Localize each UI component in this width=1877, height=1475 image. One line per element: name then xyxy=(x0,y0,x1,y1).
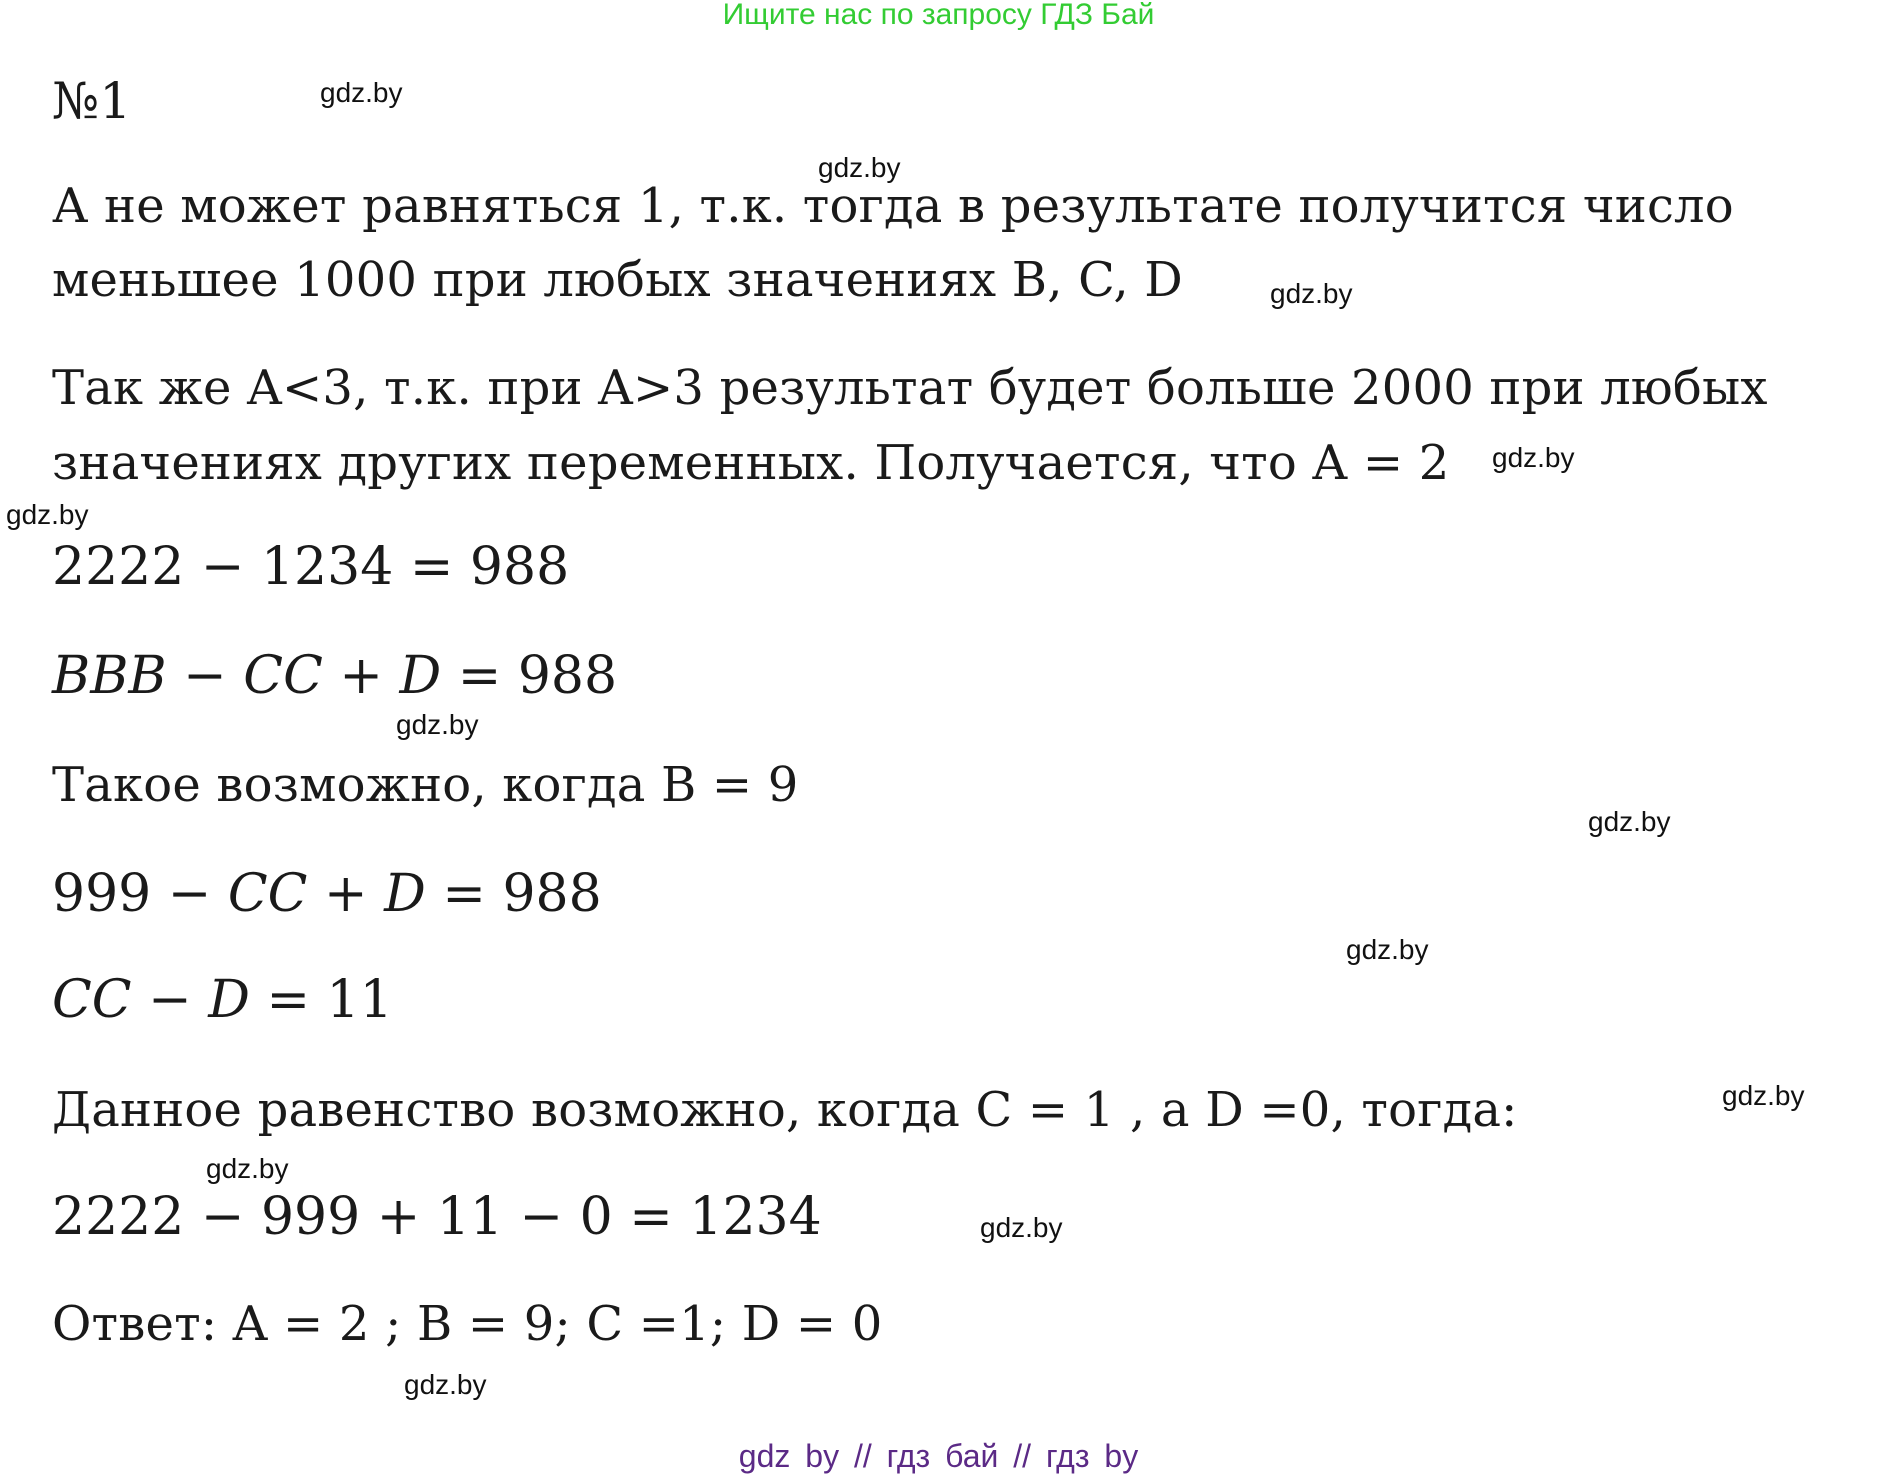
eq3-var-d: D xyxy=(384,864,426,924)
eq3-result: = 988 xyxy=(425,864,602,924)
watermark: gdz.by xyxy=(206,1153,289,1184)
watermark: gdz.by xyxy=(818,152,901,183)
watermark: gdz.by xyxy=(404,1369,487,1400)
watermark: gdz.by xyxy=(6,499,89,530)
equation-3 xyxy=(52,864,602,924)
equation-2 xyxy=(52,646,617,706)
text-line-1: А не может равняться 1, т.к. тогда в результате получится число xyxy=(52,178,1734,234)
eq2-var-b: BBB xyxy=(52,646,167,706)
watermark: gdz.by xyxy=(320,77,403,108)
text-line-6: Данное равенство возможно, когда C = 1 , а D =0, тогда: xyxy=(52,1082,1518,1138)
watermark: gdz.by xyxy=(1588,806,1671,837)
eq4-var-d: D xyxy=(208,970,250,1030)
eq2-plus: + xyxy=(322,646,400,706)
eq3-prefix: 999 − xyxy=(52,864,228,924)
eq2-minus: − xyxy=(166,646,244,706)
watermark: gdz.by xyxy=(1492,442,1575,473)
text-line-2: меньшее 1000 при любых значениях B, C, D xyxy=(52,252,1183,308)
equation-5: 2222 − 999 + 11 − 0 = 1234 xyxy=(52,1187,822,1247)
text-line-5: Такое возможно, когда B = 9 xyxy=(52,757,799,813)
eq4-result: = 11 xyxy=(249,970,393,1030)
watermark: gdz.by xyxy=(980,1212,1063,1243)
eq2-result: = 988 xyxy=(441,646,618,706)
answer-line: Ответ: A = 2 ; B = 9; C =1; D = 0 xyxy=(52,1296,883,1352)
watermark: gdz.by xyxy=(1270,278,1353,309)
watermark: gdz.by xyxy=(1722,1080,1805,1111)
search-banner: Ищите нас по запросу ГДЗ Бай xyxy=(722,0,1155,31)
text-line-4: значениях других переменных. Получается, что A = 2 xyxy=(52,435,1450,491)
text-line-3: Так же A<3, т.к. при A>3 результат будет больше 2000 при любых xyxy=(52,360,1768,416)
watermark: gdz.by xyxy=(1346,934,1429,965)
eq4-minus: − xyxy=(131,970,209,1030)
eq3-var-c: CC xyxy=(227,864,308,924)
eq2-var-c: CC xyxy=(243,646,323,706)
problem-number: №1 xyxy=(52,72,132,130)
eq3-plus: + xyxy=(307,864,385,924)
equation-4 xyxy=(52,970,393,1030)
eq2-var-d: D xyxy=(399,646,442,706)
watermark: gdz.by xyxy=(396,709,479,740)
footer-links: gdz by // гдз бай // гдз by xyxy=(738,1438,1139,1474)
eq4-var-c: CC xyxy=(52,970,132,1030)
equation-1: 2222 − 1234 = 988 xyxy=(52,537,570,597)
